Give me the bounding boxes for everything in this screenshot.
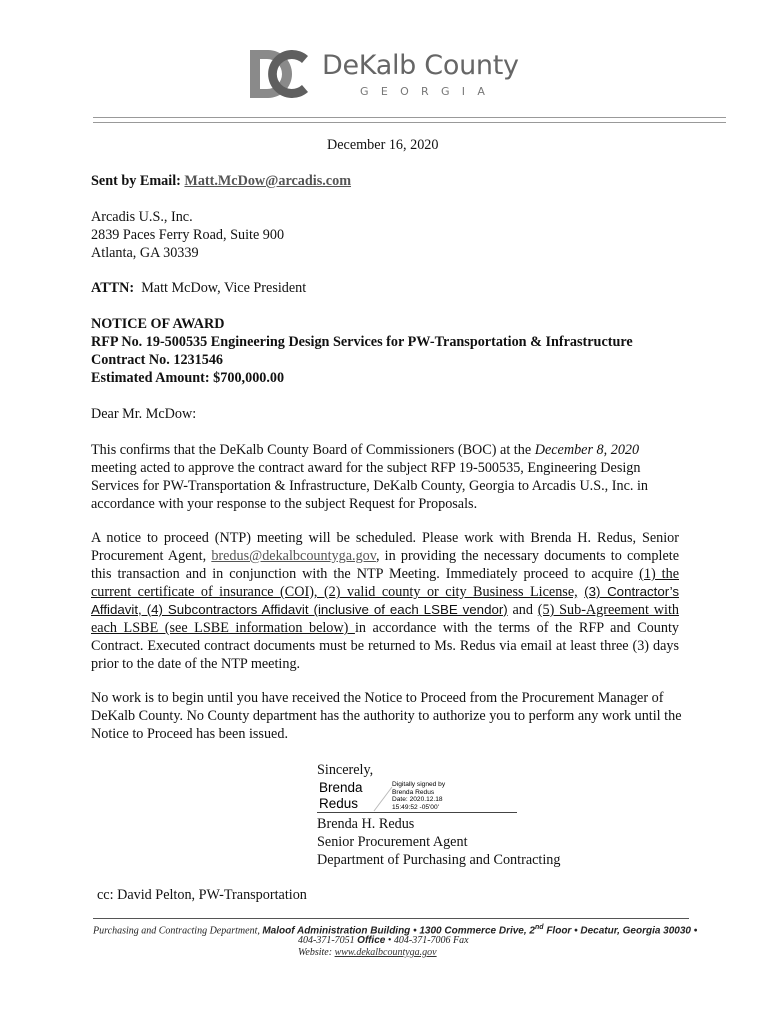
signature-meta-1: Digitally signed by xyxy=(392,781,446,788)
notice-block xyxy=(91,315,633,387)
para2-b: , in providing the necessary documents to complete this transaction and in conjunction with the NTP Meeting. Immediately proceed to acquire xyxy=(91,548,679,582)
attn-label: ATTN: xyxy=(91,280,135,296)
footer-website-link[interactable]: www.dekalbcountyga.gov xyxy=(334,947,437,958)
footer-address-2: Floor • Decatur, Georgia 30030 • xyxy=(543,925,698,937)
signer-department: Department of Purchasing and Contracting xyxy=(317,852,561,868)
signature-meta-2: Brenda Redus xyxy=(392,788,435,796)
footer-fax: 404-371-7006 Fax xyxy=(393,935,469,946)
logo-county-name: DeKalb County xyxy=(322,50,519,81)
footer-sep: • xyxy=(385,935,394,946)
attn-value: Matt McDow, Vice President xyxy=(141,280,307,296)
para2-d: in accordance with the terms of the RFP and County Contract. Executed contract documents must be returned to Ms. Redus via email at least three (3) days prior to the date of the NTP meeting. xyxy=(91,620,679,672)
paragraph-confirmation xyxy=(91,441,684,513)
notice-title: NOTICE OF AWARD xyxy=(91,316,225,332)
signature-meta-4: 15:49:52 -05'00' xyxy=(392,804,439,812)
para2-required-docs-2: (3) Contractor’s Affidavit, (4) Subcontractors Affidavit (inclusive of each LSBE vendor) xyxy=(91,584,679,617)
signature-slash-mark xyxy=(372,786,394,812)
para2-required-docs-3: (5) Sub-Agreement with each LSBE (see LSBE information below) xyxy=(91,602,679,636)
footer-address-sup: nd xyxy=(534,924,544,931)
signature-line xyxy=(317,812,517,813)
para1-date: December 8, 2020 xyxy=(534,442,640,458)
para2-a: A notice to proceed (NTP) meeting will be scheduled. Please work with Brenda H. Redus, Senior Procurement Agent, xyxy=(91,530,679,564)
paragraph-ntp xyxy=(91,529,679,673)
letter-date: December 16, 2020 xyxy=(327,137,439,153)
footer-website-label: Website: xyxy=(298,947,335,958)
signer-title: Senior Procurement Agent xyxy=(317,834,468,850)
recipient-email-link[interactable]: Matt.McDow@arcadis.com xyxy=(184,173,352,189)
signature-meta-3: Date: 2020.12.18 xyxy=(392,796,443,804)
address-city: Atlanta, GA 30339 xyxy=(91,245,199,261)
para2-required-docs-1: (1) the current certificate of insurance (COI), (2) valid county or city Business License, xyxy=(91,566,679,600)
closing: Sincerely, xyxy=(317,762,374,778)
footer-phone: 404-371-7051 xyxy=(298,935,358,946)
sent-by-label: Sent by Email: xyxy=(91,173,181,189)
digital-signature-name[interactable] xyxy=(319,780,363,812)
header-rule-bottom xyxy=(93,122,726,123)
notice-rfp: RFP No. 19-500535 Engineering Design Services for PW-Transportation & Infrastructure xyxy=(91,334,633,350)
recipient-address xyxy=(91,208,284,262)
footer-dept: Purchasing and Contracting Department, xyxy=(93,925,263,937)
para2-c: and xyxy=(507,602,538,618)
dekalb-logo-mark xyxy=(248,47,310,101)
para1-a: This confirms that the DeKalb County Board of Commissioners (BOC) at the xyxy=(91,442,535,458)
attn-line xyxy=(91,279,306,297)
address-company: Arcadis U.S., Inc. xyxy=(91,209,193,225)
sent-by-line xyxy=(91,172,351,190)
signer-block xyxy=(317,815,561,869)
signature-last-name: Redus xyxy=(319,796,359,811)
footer-line-2 xyxy=(298,935,469,947)
para1-b: meeting acted to approve the contract award for the subject RFP 19-500535, Engineering Design Services for PW-Transportation & Infrastructure, DeKalb County, Georgia to Arcadis U.S., Inc. in accordance with your response to the subject Request for Proposals. xyxy=(91,460,649,512)
footer-address: Maloof Administration Building • 1300 Commerce Drive, 2 xyxy=(262,925,535,937)
notice-contract: Contract No. 1231546 xyxy=(91,352,224,368)
header-rule-top xyxy=(93,117,726,118)
salutation: Dear Mr. McDow: xyxy=(91,406,197,422)
address-street: 2839 Paces Ferry Road, Suite 900 xyxy=(91,227,285,243)
digital-signature-details xyxy=(392,781,445,812)
logo-state: GEORGIA xyxy=(360,85,498,98)
redus-email-link[interactable]: bredus@dekalbcountyga.gov xyxy=(211,548,376,564)
cc-line: cc: David Pelton, PW-Transportation xyxy=(97,887,307,903)
paragraph-no-work: No work is to begin until you have received the Notice to Proceed from the Procurement Manager of DeKalb County. No County department has the authority to authorize you to perform any work until the Notice to Proceed has been issued. xyxy=(91,690,682,742)
footer-office: Office xyxy=(357,935,386,946)
footer-rule xyxy=(93,918,689,919)
footer-line-3 xyxy=(298,947,437,959)
signer-name: Brenda H. Redus xyxy=(317,816,415,832)
notice-amount: Estimated Amount: $700,000.00 xyxy=(91,370,285,386)
signature-first-name: Brenda xyxy=(319,780,363,795)
